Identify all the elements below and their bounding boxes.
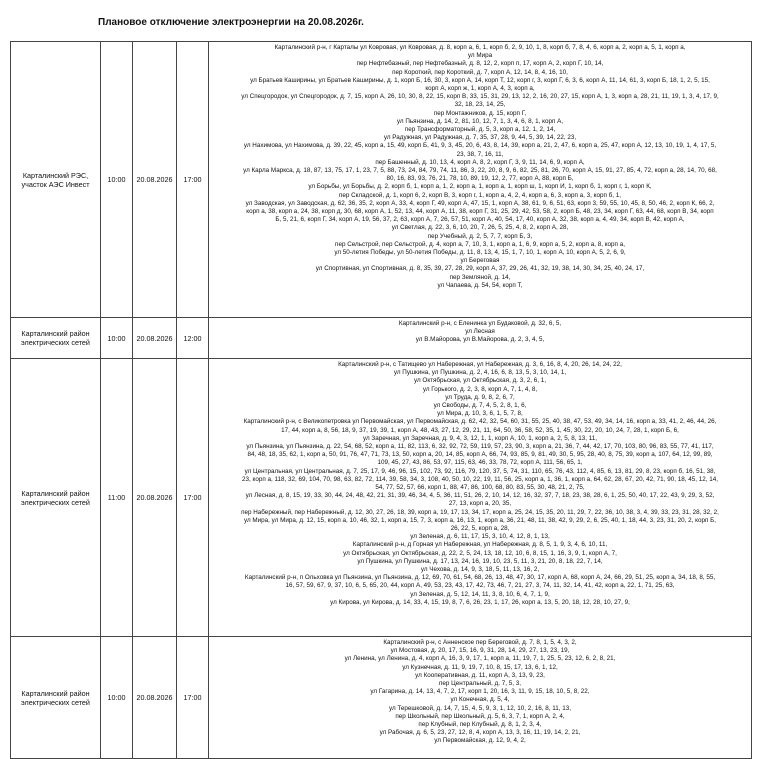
address-line: ул Пушкина, ул Пушкина, д. 2, 4, 16, 6, 8, 13, 5, 3, 10, 14, 1, — [393, 369, 567, 377]
start-time-cell: 11:00 — [101, 359, 133, 636]
address-line: ул Нахимова, ул Нахимова, д. 39, 22, 45, корп а, 15, 49, корп Б, 41, 9, 3, 45, 20, 6, 43, 8, 14, 39, корп а, 21, 2, 47, 6, корп а, 25, 47, корп А, 12, 13, 10, 19, 1, 4, 17, 5, — [243, 142, 717, 150]
address-line: пер Набережный, пер Набережный, д. 12, 30, 27, 26, 18, 39, корп а, 19, 17, 13, 34, 17, корп а, 25, 24, 15, 35, 20, 11, 29, 7, 22, 36, 10, 38, 3, 4, 39, 33, 23, 31, 28, 32, 2, — [241, 508, 719, 516]
address-line: Карталинский р-н, с Анненское пер Береговой, д. 7, 8, 1, 5, 4, 3, 2, — [383, 639, 577, 646]
address-line: ул Кузнечная, д. 11, 9, 19, 7, 10, 8, 15, 17, 13, 6, 1, 12, — [402, 663, 558, 671]
address-line: корп а, 38, корп а, 24, 38, корп д, 30, 68, корп А, 1, 52, 13, 44, корп А, 11, 38, корп Г, 31, 25, 29, 42, 53, 58, 2, корп Б, 48, 23, 34, корп Г, 63, 44, 68, корп В, 34, корп — [246, 208, 714, 216]
address-line: ул Мостовая, д. 20, 17, 15, 16, 9, 31, 28, 14, 29, 27, 13, 23, 19, — [390, 647, 570, 655]
table-row — [11, 359, 751, 637]
address-line: ул Первомайская, д. 12, 9, 4, 2, — [434, 737, 526, 745]
address-line: 23, корп а, 118, 32, 69, 104, 70, 98, 63, 82, 72, 114, 39, 58, 34, 3, 108, 40, 50, 10, 22, 19, 11, 56, 25, корп а, 1, 36, 1, корп а, 64, 62, 28, 67, 20, 42, 71, 90, 18, 45, 12, 14, — [242, 475, 718, 483]
address-line: Карталинский р-н, г Карталы ул Ковровая, ул Ковровая, д. 8, корп а, 6, 1, корп б, 2, 9, 10, 1, 8, корп б, 7, 8, 4, 6, корп а, 2, корп а, 5, 1, корп а, — [274, 44, 686, 51]
table-row — [11, 42, 751, 318]
address-line: пер Короткий, пер Короткий, д. 7, корп А, 12, 14, 8, 4, 16, 10, — [392, 68, 568, 76]
address-line: 32, 18, 23, 14, 25, — [454, 101, 506, 109]
address-line: ул Карла Маркса, д. 18, 87, 13, 75, 17, 1, 23, 7, 5, 88, 73, 24, 84, 79, 74, 11, 86, 3, 22, 20, 8, 9, 6, 82, 25, 81, 26, 70, корп А, 15, 91, 27, 85, 4, 72, корп а, 28, 14, 70, 68, — [243, 167, 717, 175]
address-line: ул Заводская, ул Заводская, д. 62, 36, 35, 2, корп А, 33, 4, корп Г, 49, корп А, 47, 15, 1, корп А, 38, 61, 9, 6, 51, 63, корп 3, 59, 55, 10, 45, 8, 50, 46, 2, корп К, 66, 2, — [245, 199, 715, 207]
address-line: ул Мира — [467, 52, 493, 60]
address-line: ул Кооперативная, д. 11, корп А, 3, 13, 9, 23, — [415, 671, 545, 679]
address-line: ул Радужная, ул Радужная, д. 7, 35, 37, 28, 9, 44, 5, 39, 14, 22, 23, — [383, 134, 577, 142]
address-line: ул Лесная, д. 8, 15, 19, 33, 30, 44, 24, 48, 42, 21, 31, 39, 46, 34, 4, 5, 36, 11, 51, 26, 2, 10, 14, 12, 16, 32, 37, 7, 18, 23, 38, 28, 6, 1, 25, 50, 40, 17, 22, 43, 9, 29, 3, 52, — [245, 492, 715, 500]
start-time-cell: 10:00 — [101, 318, 133, 358]
end-time-cell: 17:00 — [177, 359, 209, 636]
address-line: пер Трансформаторный, д. 5, 3, корп а, 12, 1, 2, 14, — [404, 126, 556, 134]
address-line: ул Пьянзина, д. 14, 2, 81, 10, 12, 7, 1, 3, 4, 6, 8, 1, корп А, — [396, 117, 564, 125]
address-line: 84, 48, 18, 35, 62, 1, корп а, 50, 91, 76, 47, 71, 73, 13, 50, корп а, 20, 14, 85, корп А, 66, 74, 93, 85, 9, 81, 49, 30, 5, 95, 28, 40, 8, 75, 39, корп а, 107, 64, 12, 99, 89, — [247, 451, 713, 459]
addresses-cell — [209, 42, 751, 317]
address-line: ул Терешковой, д. 14, 7, 15, 4, 5, 9, 3, 1, 12, 10, 2, 16, 8, 11, 13, — [388, 704, 572, 712]
address-line: ул Мира, ул Мира, д. 12, 15, корп а, 10, 46, 32, 1, корп а, 15, 7, 3, корп а, 16, 13, 1, корп а, 36, 21, 48, 11, 38, 42, 9, 29, 2, 6, 25, 40, 1, 18, 44, 3, 23, 31, 20, 2, корп Б, — [243, 516, 716, 524]
outage-table — [10, 41, 752, 759]
address-line: ул Октябрьская, ул Октябрьская, д. 3, 2, 6, 1, — [413, 377, 546, 385]
address-line: ул Береговая — [460, 257, 500, 265]
address-line: ул В.Майорова, ул В.Майорова, д. 2, 3, 4, 5, — [415, 336, 545, 344]
address-line: ул Зеленая, д. 6, 11, 17, 15, 3, 10, 4, 12, 8, 1, 13, — [410, 533, 550, 541]
address-line: ул Чехова, д. 14, 9, 3, 18, 5, 11, 13, 16, 2, — [420, 566, 540, 574]
address-line: ул Кирова, ул Кирова, д. 14, 33, 4, 15, 19, 8, 7, 6, 26, 23, 1, 17, 26, корп а, 13, 5, 20, 18, 12, 28, 10, 27, 9, — [330, 598, 630, 606]
address-line: Карталинский р-н, с Татищево ул Набережная, ул Набережная, д. 3, 6, 16, 8, 4, 20, 26, 14, 24, 22, — [338, 361, 622, 368]
address-line: ул Заречная, ул Заречная, д. 9, 4, 3, 12, 1, 1, корп А, 10, 1, корп а, 2, 5, 8, 13, 11, — [362, 434, 598, 442]
page-title: Плановое отключение электроэнергии на 20.08.2026г. — [98, 17, 364, 28]
end-time-cell: 12:00 — [177, 318, 209, 358]
address-line: ул Зеленая, д. 5, 12, 14, 11, 3, 8, 10, 6, 4, 7, 1, 9, — [410, 590, 550, 598]
address-line: ул Лесная — [465, 328, 495, 336]
address-line: ул Свободы, д. 7, 4, 5, 2, 8, 1, 6, — [433, 402, 527, 410]
address-line: Карталинский р-н, с Еленинка ул Будаковой, д. 32, 6, 5, — [398, 320, 562, 327]
address-line: пер Складской, д. 1, корп 6, 2, корп В, 3, корп г, 1, корп а, 4, 2, 4, корп а, 6, 3, корп а, 3, корп б, 1, — [338, 191, 622, 199]
address-line: 27, 13, корп а, 20, 35, — [448, 500, 512, 508]
table-row — [11, 637, 751, 758]
address-line: ул Рабочая, д. 6, 5, 23, 27, 12, 8, 4, корп А, 13, 3, 16, 11, 19, 14, 2, 21, — [379, 729, 581, 737]
address-line: Карталинский р-н, п Ольховка ул Пьянзина, ул Пьянзина, д. 12, 69, 70, 61, 54, 68, 26, 13, 48, 47, 30, 17, корп А, 68, корп А, 24, 66, 29, 51, 25, корп а, 34, 18, 8, 55, — [244, 574, 716, 582]
address-line: ул Пушкина, ул Пушкина, д. 17, 13, 24, 16, 19, 10, 23, 5, 11, 3, 21, 20, 8, 18, 22, 7, 14, — [357, 557, 603, 565]
addresses-cell — [209, 359, 751, 636]
address-line: Карталинский р-н, д Горная ул Набережная, ул Набережная, д. 8, 5, 1, 9, 3, 4, 6, 10, 11, — [352, 541, 608, 549]
end-time-cell: 17:00 — [177, 42, 209, 317]
date-cell: 20.08.2026 — [133, 42, 177, 317]
addresses-cell — [209, 637, 751, 758]
address-line: 109, 45, 27, 43, 86, 53, 97, 115, 63, 46, 33, 78, 72, корп А, 111, 56, 65, 1, — [377, 459, 583, 467]
org-cell: Карталинский район электрических сетей — [11, 637, 101, 758]
address-line: ул Братьев Каширины, ул Братьев Каширины, д. 1, корп Б, 16, 30, 3, корп А, 14, корп Т, 12, корп г, 3, корп Г, 6, 3, 6, корп А, 11, 14, 61, 3, корп Б, 18, 1, 2, 5, 15, — [250, 76, 710, 84]
address-line: Б, 5, 21, 6, корп Г, 34, корп А, 19, 56, 37, 2, 63, корп А, 7, 26, 57, 51, корп А, 40, 54, 17, 40, корп А, 32, 38, корп а, 4, 49, 34, корп В, 42, корп А, — [275, 216, 685, 224]
address-line: ул Центральная, ул Центральная, д. 7, 25, 17, 9, 46, 96, 15, 102, 73, 92, 116, 79, 120, 37, 5, 74, 31, 110, 65, 76, 43, 112, 4, 85, 6, 13, 81, 29, 8, 23, корп б, 16, 51, 38, — [244, 467, 716, 475]
address-line: пер Монтажников, д. 15, корп Г, — [433, 109, 527, 117]
address-line: ул Конечная, д. 5, 4, — [450, 696, 510, 704]
address-line: пер Центральный, д. 7, 5, 3, — [438, 680, 522, 688]
address-line: 54, 77, 52, 57, 66, корп 1, 88, 47, 86, 100, 68, 80, 83, 55, 30, 48, 21, 2, 75, — [375, 484, 585, 492]
address-line: ул Октябрьская, ул Октябрьская, д. 22, 2, 5, 24, 13, 18, 12, 10, 6, 8, 15, 1, 16, 3, 9, 1, корп А, 7, — [343, 549, 617, 557]
date-cell: 20.08.2026 — [133, 637, 177, 758]
address-line: 17, 44, корп а, 8, 56, 18, 9, 37, 19, 39, 1, корп А, 48, 43, 27, 12, 29, 21, 11, 64, 50, 36, 58, 52, 35, 1, 45, 30, 22, 20, 10, 24, 7, 28, 1, корп Б, 6, — [281, 426, 679, 434]
address-line: ул Чапаева, д. 54, 54, корп Т, — [437, 281, 523, 289]
address-line: 23, 38, 7, 16, 11, — [456, 150, 504, 158]
address-line: корп А, корп ж, 1, корп А, 4, 3, корп а, — [425, 85, 535, 93]
address-line: 16, 57, 59, 67, 9, 37, 10, 6, 5, 65, 20, 44, корп А, 49, 53, 23, 43, 17, 42, 73, 46, 7, 21, 27, 3, 74, 11, 32, 14, 41, 42, корп а, 22, 1, 71, 25, 63, — [285, 582, 675, 590]
org-cell: Карталинский район электрических сетей — [11, 318, 101, 358]
address-line: ул Труда, д. 9, 8, 2, 6, 7, — [445, 393, 515, 401]
address-line: пер Клубный, пер Клубный, д. 8, 1, 2, 3, 4, — [418, 721, 542, 729]
address-line: пер Земляной, д. 14, — [449, 273, 511, 281]
address-line: ул Светлая, д. 22, 3, 6, 10, 20, 7, 26, 5, 25, 4, 8, 2, корп А, 28, — [391, 224, 569, 232]
address-line: ул Мира, д. 10, 3, 6, 1, 5, 7, 8, — [437, 410, 523, 418]
address-line: ул Гагарина, д. 14, 13, 4, 7, 2, 17, корп 1, 20, 16, 3, 11, 9, 15, 18, 10, 5, 8, 22, — [370, 688, 590, 696]
address-line: пер Нефтебазный, пер Нефтебазный, д. 8, 12, 2, корп п, 17, корп А, 2, корп Г, 10, 14, — [356, 60, 604, 68]
date-cell: 20.08.2026 — [133, 359, 177, 636]
date-cell: 20.08.2026 — [133, 318, 177, 358]
org-cell: Карталинский РЭС, участок АЭС Инвест — [11, 42, 101, 317]
org-cell: Карталинский район электрических сетей — [11, 359, 101, 636]
address-line: пер Сельстрой, пер Сельстрой, д. 4, корп а, 7, 10, 3, 1, корп а, 1, 6, 9, корп а, 5, 2, корп а, 8, корп а, — [335, 240, 625, 248]
address-line: ул 50-летия Победы, ул 50-летия Победы, д. 11, 8, 13, 4, 15, 1, 7, 10, 1, корп А, 10, корп А, 5, 2, 6, 9, — [334, 249, 626, 257]
address-line: пер Школьный, пер Школьный, д. 5, 6, 3, 7, 1, корп А, 2, 4, — [395, 712, 565, 720]
address-line: Карталинский р-н, с Великопетровка ул Первомайская, ул Первомайская, д. 62, 42, 32, 54, 60, 31, 55, 25, 40, 38, 47, 53, 49, 34, 14, 16, корп а, 33, 41, 2, 46, 44, 26, — [243, 418, 717, 426]
address-line: ул Спортивная, ул Спортивная, д. 8, 35, 39, 27, 28, 29, корп А, 37, 29, 26, 41, 32, 19, 38, 14, 30, 34, 25, 40, 24, 17, — [315, 265, 645, 273]
address-line: ул Пьянзина, ул Пьянзина, д. 22, 54, 68, 52, корп а, 11, 82, 113, 6, 32, 92, 72, 59, 119, 57, 23, 90, 3, корп а, 21, 36, 7, 44, 42, 17, 70, 103, 80, 96, 83, 55, 77, 41, 117, — [246, 443, 714, 451]
address-line: 26, 22, 5, корп а, 28, — [450, 525, 510, 533]
start-time-cell: 10:00 — [101, 42, 133, 317]
addresses-cell — [209, 318, 751, 358]
start-time-cell: 10:00 — [101, 637, 133, 758]
address-line: 80, 16, 83, 93, 76, 21, 78, 10, 89, 19, 12, 2, 77, корп А, 88, корп Б, — [386, 175, 574, 183]
address-line: ул Спецгородок, ул Спецгородок, д. 7, 15, корп А, 26, 10, 30, 8, 22, 15, корп В, 33, 15, 31, 29, 13, 12, 2, 16, 20, 27, 15, корп А, 1, 3, корп а, 28, 21, 11, 19, 1, 3, 4, 17, 9, — [241, 93, 719, 101]
table-row — [11, 318, 751, 359]
address-line: ул Горького, д. 2, 3, 8, корп А, 7, 1, 4, 8, — [422, 385, 538, 393]
address-line: ул Ленина, ул Ленина, д. 4, корп А, 16, 3, 9, 17, 1, корп а, 11, 19, 7, 1, 25, 5, 23, 12, 6, 2, 8, 21, — [344, 655, 616, 663]
address-line: пер Башенный, д. 10, 13, 4, корп А, 8, 2, корп Г, 3, 9, 11, 14, 6, 9, корп А, — [375, 158, 585, 166]
end-time-cell: 17:00 — [177, 637, 209, 758]
address-line: пер Учебный, д. 2, 5, 7, 7, корп Б, 3, — [427, 232, 533, 240]
address-line: ул Борьбы, ул Борьбы, д. 2, корп б, 1, корп а, 1, 2, корп а, 1, корп а, 1, корп ш, 1, корп И, 1, корп б, 1, корп г, 1, корп К, — [308, 183, 652, 191]
